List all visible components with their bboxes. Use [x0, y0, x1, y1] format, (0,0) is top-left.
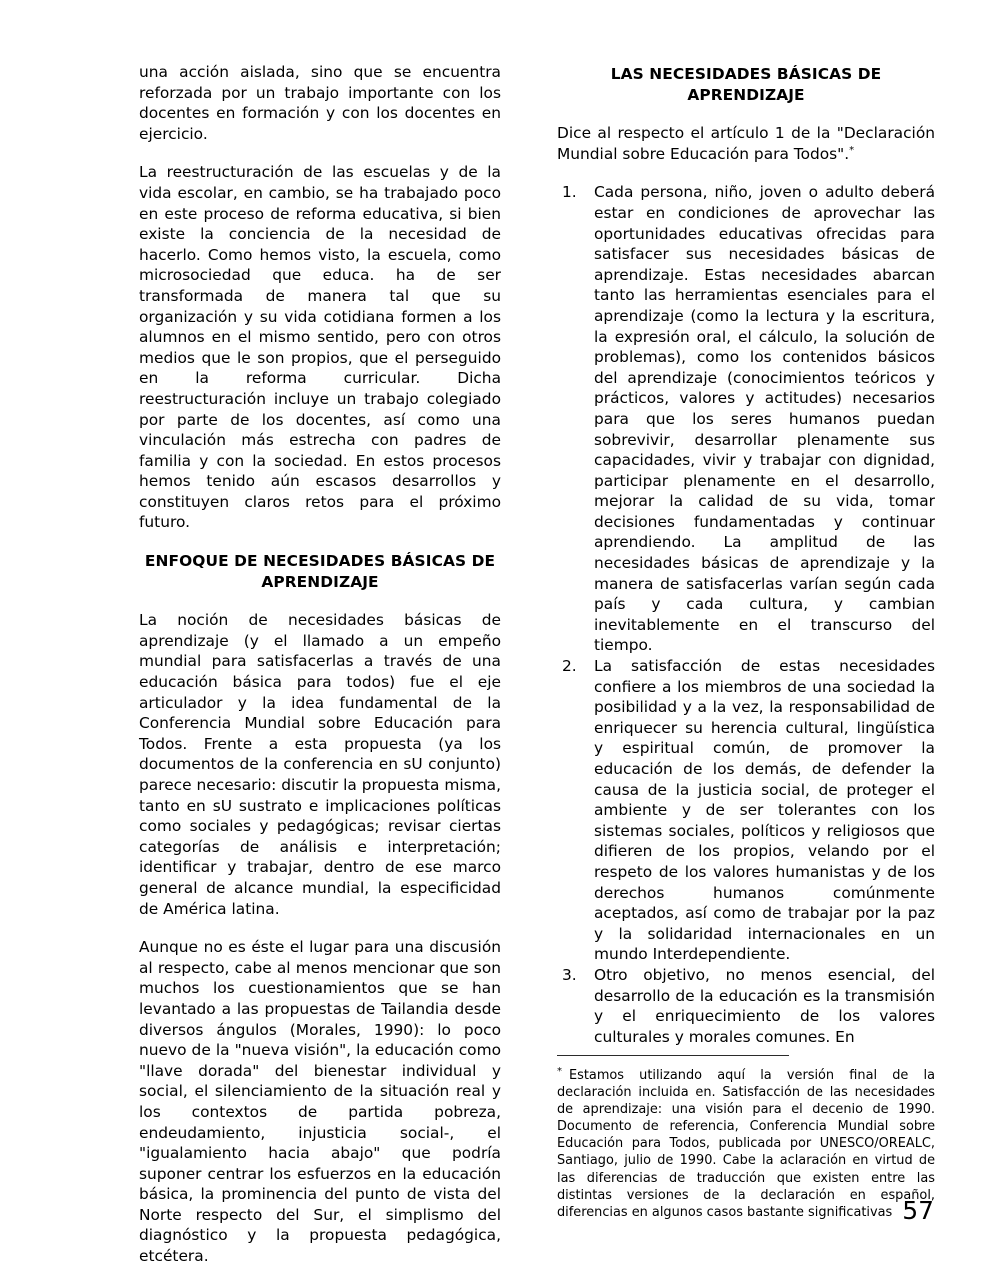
list-item — [557, 965, 935, 1047]
intro-text: Dice al respecto el artículo 1 de la "Declaración Mundial sobre Educación para Todos". — [557, 124, 935, 163]
paragraph-continuation: una acción aislada, sino que se encuentra reforzada por un trabajo importante con los docentes en formación y con los docentes en ejercicio. — [139, 63, 501, 143]
paragraph-restructuring: La reestructuración de las escuelas y de la vida escolar, en cambio, se ha trabajado poco en este proceso de reforma educativa, si bien existe la conciencia de la necesidad de hacerlo. Como hemos visto, la escuela, como microsociedad que educa. ha de ser transformada de manera tal que su organización y su vida cotidiana formen a los alumnos en el mismo sentido, pero con otros medios que le son propios, que el perseguido en la reforma curricular. Dicha reestructuración incluye un trabajo colegiado por parte de los docentes, así como una vinculación más estrecha con padres de familia y con la sociedad. En estos procesos hemos tenido aún escasos desarrollos y constituyen claros retos para el próximo futuro. — [139, 163, 501, 532]
list-item-number: 3. — [562, 965, 577, 984]
page-number: 57 — [902, 1196, 934, 1225]
paragraph-nocion: La noción de necesidades básicas de aprendizaje (y el llamado a un empeño mundial para satisfacerlas a través de una educación básica para todos) fue el eje articulador y la idea fundamental de la Conferencia Mundial sobre Educación para Todos. Frente a esta propuesta (ya los documentos de la conferencia en sU conjunto) parece necesario: discutir la propuesta misma, tanto en sU sustrato e implicaciones políticas como sociales y pedagógicas; revisar ciertas categorías de análisis e interpretación; identificar y trabajar, dentro de ese marco general de alcance mundial, la especificidad de América latina. — [139, 611, 501, 918]
paragraph-aunque: Aunque no es éste el lugar para una discusión al respecto, cabe al menos mencionar que son muchos los cuestionamientos que se han levantado a las propuestas de Tailandia desde diversos ángulos (Morales, 1990): lo poco nuevo de la "nueva visión", la educación como "llave dorada" del bienestar individual y social, el silenciamiento de la situación real y los contextos de partida pobreza, endeudamiento, injusticia social-, el "igualamiento hacia abajo" que podría suponer centrar los esfuerzos en la educación básica, la prominencia del punto de vista del Norte respecto del Sur, el simplismo del diagnóstico y la propuesta pedagógica, etcétera. — [139, 938, 501, 1266]
paragraph-intro-declaracion — [557, 123, 935, 164]
list-item-number: 2. — [562, 657, 577, 676]
list-item-text: Cada persona, niño, joven o adulto deberá estar en condiciones de aprovechar las oportunidades educativas ofrecidas para satisfacer sus necesidades básicas de aprendizaje. Estas necesidades abarcan tanto las herramientas esenciales para el aprendizaje (como la lectura y la escritura, la expresión oral, el cálculo, la solución de problemas), como los contenidos básicos del aprendizaje (conocimientos teóricos y prácticos, valores y actitudes) necesarios para que los seres humanos puedan sobrevivir, desarrollar plenamente sus capacidades, vivir y trabajar con dignidad, participar plenamente en el desarrollo, mejorar la calidad de su vida, tomar decisiones fundamentadas y continuar aprendiendo. La amplitud de las necesidades básicas de aprendizaje y la manera de satisfacerlas varían según cada país y cada cultura, y cambian inevitablemente en el transcurso del tiempo. — [594, 183, 935, 655]
right-column — [557, 62, 935, 1047]
numbered-list — [557, 182, 935, 1047]
list-item — [557, 656, 935, 965]
list-item — [557, 182, 935, 656]
list-item-text: Otro objetivo, no menos esencial, del desarrollo de la educación es la transmisión y el enriquecimiento de los valores culturales y morales comunes. En — [594, 965, 935, 1046]
left-column — [139, 62, 501, 1267]
list-item-text: La satisfacción de estas necesidades confiere a los miembros de una sociedad la posibilidad y a la vez, la responsabilidad de enriquecer su herencia cultural, lingüística y espiritual común, de promover la educación de los demás, de defender la causa de la justicia social, de proteger el ambiente y de ser tolerantes con los sistemas sociales, políticos y religiosos que difieren de los propios, velando por el respeto de los valores humanistas y de los derechos humanos comúnmente aceptados, así como de trabajar por la paz y la solidaridad internacionales en un mundo Interdependiente. — [594, 657, 935, 964]
footnote-text: Estamos utilizando aquí la versión final de la declaración incluida en. Satisfacción de las necesidades de aprendizaje: una visión para el decenio de 1990. Documento de referencia, Conferencia Mundial sobre Educación para Todos, publicada por UNESCO/OREALC, Santiago, julio de 1990. Cabe la aclaración en virtud de las diferencias de traducción que existen entre las distintas versiones de la declaración en español, diferencias en algunos casos bastante significativas — [557, 1068, 935, 1220]
section-heading-enfoque: ENFOQUE DE NECESIDADES BÁSICAS DE APRENDIZAJE — [144, 552, 496, 591]
section-heading-necesidades: LAS NECESIDADES BÁSICAS DE APRENDIZAJE — [610, 65, 882, 104]
list-item-number: 1. — [562, 183, 577, 202]
footnote-marker: * — [557, 1065, 562, 1077]
footnote-separator-rule — [557, 1055, 789, 1056]
footnote-reference-marker: * — [849, 144, 855, 156]
